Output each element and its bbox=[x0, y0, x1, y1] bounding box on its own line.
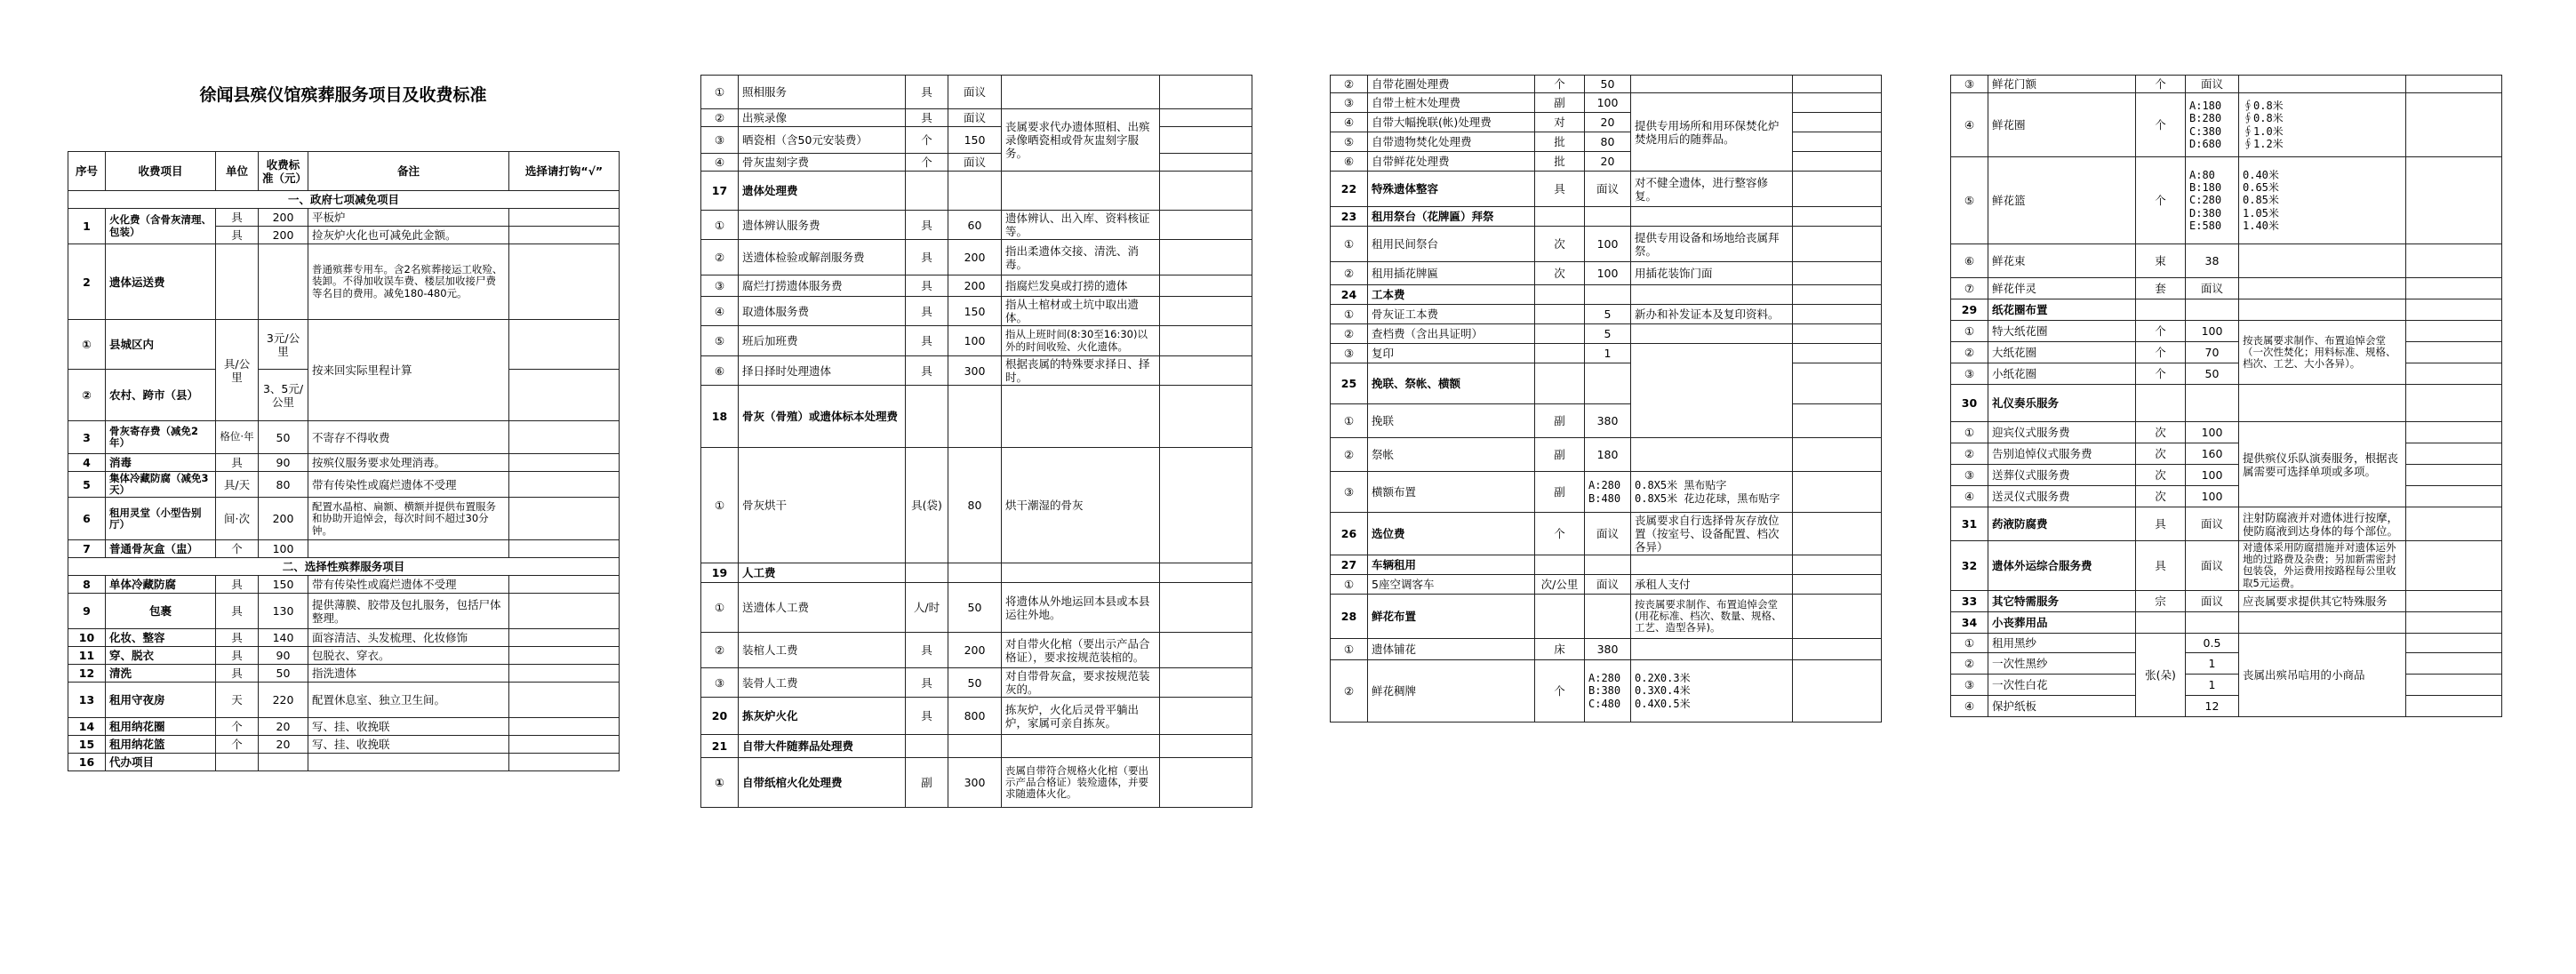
check-cell[interactable] bbox=[1160, 563, 1252, 583]
check-cell[interactable] bbox=[509, 665, 620, 683]
check-cell[interactable] bbox=[1793, 472, 1882, 513]
header-price: 收费标准（元） bbox=[259, 152, 308, 191]
check-cell[interactable] bbox=[2406, 321, 2502, 342]
table-row: ② 装棺人工费 具 200 对自带火化棺（要出示产品合格证），要求按规范装棺的。 bbox=[701, 633, 1252, 668]
table-row: ⑤ 鲜花篮 个 A:80 B:180 C:280 D:380 E:580 0.40米 0.65米 0.85米 1.05米 1.40米 bbox=[1951, 157, 2502, 244]
table-row: ① 骨灰烘干 具(袋) 80 烘干潮湿的骨灰 bbox=[701, 448, 1252, 563]
check-cell[interactable] bbox=[2406, 633, 2502, 652]
check-cell[interactable] bbox=[509, 209, 620, 227]
table-row: ② 鲜花稠牌 个 A:280 B:380 C:480 0.2X0.3米 0.3X0.4米 0.4X0.5米 bbox=[1331, 660, 1882, 723]
check-cell[interactable] bbox=[509, 754, 620, 771]
check-cell[interactable] bbox=[1160, 583, 1252, 633]
check-cell[interactable] bbox=[2406, 590, 2502, 611]
check-cell[interactable] bbox=[509, 540, 620, 558]
table-row: ③ 一次性白花 1 bbox=[1951, 674, 2502, 695]
check-cell[interactable] bbox=[2406, 652, 2502, 674]
table-row: ⑥ 自带鲜花处理费 批 20 bbox=[1331, 152, 1882, 172]
table-row: 16 代办项目 bbox=[68, 754, 620, 771]
table-row: ⑥ 择日择时处理遗体 具 300 根据丧属的特殊要求择日、择时。 bbox=[701, 356, 1252, 386]
check-cell[interactable] bbox=[2406, 695, 2502, 716]
table-row: ② 查档费（含出具证明） 5 bbox=[1331, 324, 1882, 344]
table-row: ③ 复印 1 bbox=[1331, 344, 1882, 363]
header-item: 收费项目 bbox=[106, 152, 216, 191]
check-cell[interactable] bbox=[1160, 109, 1252, 127]
table-row: ② 一次性黑纱 1 bbox=[1951, 652, 2502, 674]
check-cell[interactable] bbox=[1160, 386, 1252, 448]
table-row: ② 出殡录像 具 面议 丧属要求代办遗体照相、出殡录像晒瓷相或骨灰盅刻字服务。 bbox=[701, 109, 1252, 127]
table-row: ④ 自带大幅挽联(帐)处理费 对 20 bbox=[1331, 113, 1882, 132]
check-cell[interactable] bbox=[1793, 262, 1882, 285]
table-row: 15 租用纳花篮 个 20 写、挂、收挽联 bbox=[68, 736, 620, 754]
table-row: 6 租用灵堂（小型告别厅） 间·次 200 配置水晶棺、扁额、横额并提供布置服务和协助开追悼会，每次时间不超过30分钟。 bbox=[68, 498, 620, 540]
table-row: ③ 送葬仪式服务费 次 100 bbox=[1951, 465, 2502, 486]
table-row: 18 骨灰（骨殖）或遗体标本处理费 bbox=[701, 386, 1252, 448]
check-cell[interactable] bbox=[1793, 555, 1882, 575]
check-cell[interactable] bbox=[1793, 660, 1882, 723]
check-cell[interactable] bbox=[1160, 297, 1252, 326]
table-row: ④ 送灵仪式服务费 次 100 bbox=[1951, 486, 2502, 507]
table-row: 7 普通骨灰盒（盅） 个 100 bbox=[68, 540, 620, 558]
check-cell[interactable] bbox=[1793, 344, 1882, 363]
check-cell[interactable] bbox=[1160, 356, 1252, 386]
check-cell[interactable] bbox=[2406, 363, 2502, 385]
check-cell[interactable] bbox=[2406, 486, 2502, 507]
table-row: ⑤ 自带遗物焚化处理费 批 80 bbox=[1331, 132, 1882, 152]
check-cell[interactable] bbox=[1793, 207, 1882, 227]
table-row: ③ 鲜花门额 个 面议 bbox=[1951, 76, 2502, 93]
check-cell[interactable] bbox=[1793, 639, 1882, 660]
header-unit: 单位 bbox=[216, 152, 259, 191]
check-cell[interactable] bbox=[1793, 285, 1882, 305]
check-cell[interactable] bbox=[1793, 404, 1882, 438]
check-cell[interactable] bbox=[509, 454, 620, 472]
check-cell[interactable] bbox=[1793, 305, 1882, 324]
check-cell[interactable] bbox=[1160, 172, 1252, 211]
check-cell[interactable] bbox=[1793, 438, 1882, 472]
table-row: ③ 装骨人工费 具 50 对自带骨灰盒，要求按规范装灰的。 bbox=[701, 668, 1252, 698]
table-row: ① 特大纸花圈 个 100 按丧属要求制作、布置追悼会堂（一次性焚化；用料标准、规格、档次、工艺、大小各异）。 bbox=[1951, 321, 2502, 342]
check-cell[interactable] bbox=[1160, 633, 1252, 668]
check-cell[interactable] bbox=[1160, 448, 1252, 563]
check-cell[interactable] bbox=[509, 594, 620, 629]
section-row: 二、选择性殡葬服务项目 bbox=[68, 558, 620, 576]
check-cell[interactable] bbox=[1160, 735, 1252, 758]
fee-table-page-2 bbox=[700, 75, 1252, 808]
table-row: 14 租用纳花圈 个 20 写、挂、收挽联 bbox=[68, 718, 620, 736]
check-cell[interactable] bbox=[2406, 76, 2502, 93]
check-cell[interactable] bbox=[1793, 76, 1882, 93]
check-cell[interactable] bbox=[2406, 385, 2502, 422]
header-note: 备注 bbox=[308, 152, 509, 191]
table-row: 2 遗体运送费 普通殡葬专用车。含2名殡葬接运工收殓、装卸。不得加收误车费、楼层加收接尸费等名目的费用。减免180-480元。 bbox=[68, 244, 620, 320]
table-row: 22 特殊遗体整容 具 面议 对不健全遗体，进行整容修复。 bbox=[1331, 172, 1882, 207]
table-row: 23 租用祭台（花牌匾）拜祭 bbox=[1331, 207, 1882, 227]
table-row: 5 集体冷藏防腐（减免3天） 具/天 80 带有传染性或腐烂遗体不受理 bbox=[68, 472, 620, 498]
table-row: 24 工本费 bbox=[1331, 285, 1882, 305]
table-row: 21 自带大件随葬品处理费 bbox=[701, 735, 1252, 758]
check-cell[interactable] bbox=[1793, 363, 1882, 404]
table-row: ① 遗体铺花 床 380 bbox=[1331, 639, 1882, 660]
table-row: ③ 腐烂打捞遗体服务费 具 200 指腐烂发臭或打捞的遗体 bbox=[701, 275, 1252, 297]
check-cell[interactable] bbox=[509, 683, 620, 718]
check-cell[interactable] bbox=[509, 244, 620, 320]
table-row: ⑤ 班后加班费 具 100 指从上班时间(8:30至16:30)以外的时间收殓、火化遗体。 bbox=[701, 326, 1252, 356]
table-row: 4 消毒 具 90 按殡仪服务要求处理消毒。 bbox=[68, 454, 620, 472]
check-cell[interactable] bbox=[2406, 93, 2502, 157]
check-cell[interactable] bbox=[2406, 507, 2502, 541]
check-cell[interactable] bbox=[1160, 240, 1252, 275]
table-row: ① 县城区内 具/公里 3元/公里 按来回实际里程计算 bbox=[68, 320, 620, 370]
table-row: 20 拣灰炉火化 具 800 拣灰炉，火化后灵骨平躺出炉，家属可亲自拣灰。 bbox=[701, 698, 1252, 735]
table-row: ② 大纸花圈 个 70 bbox=[1951, 342, 2502, 363]
table-row: ⑦ 鲜花伴灵 套 面议 bbox=[1951, 278, 2502, 299]
check-cell[interactable] bbox=[1793, 513, 1882, 555]
table-row: ④ 骨灰盅刻字费 个 面议 bbox=[701, 154, 1252, 172]
table-row: 32 遗体外运综合服务费 具 面议 对遗体采用防腐措施并对遗体运外地的过路费及杂费；另加新需密封包装袋，外运费用按路程每公里收取5元运费。 bbox=[1951, 541, 2502, 591]
table-row: 34 小丧葬用品 bbox=[1951, 611, 2502, 633]
check-cell[interactable] bbox=[1793, 93, 1882, 113]
check-cell[interactable] bbox=[2406, 674, 2502, 695]
table-row: ① 租用民间祭台 次 100 提供专用设备和场地给丧属拜祭。 bbox=[1331, 227, 1882, 262]
check-cell[interactable] bbox=[1793, 152, 1882, 172]
check-cell[interactable] bbox=[509, 718, 620, 736]
check-cell[interactable] bbox=[509, 320, 620, 370]
table-row: 13 租用守夜房 天 220 配置休息室、独立卫生间。 bbox=[68, 683, 620, 718]
table-row: 26 选位费 个 面议 丧属要求自行选择骨灰存放位置（按室号、设备配置、档次各异） bbox=[1331, 513, 1882, 555]
table-row: ② 租用插花牌匾 次 100 用插花装饰门面 bbox=[1331, 262, 1882, 285]
header-no: 序号 bbox=[68, 152, 106, 191]
check-cell[interactable] bbox=[2406, 443, 2502, 465]
check-cell[interactable] bbox=[1160, 758, 1252, 808]
fee-table-page-4 bbox=[1950, 75, 2502, 717]
table-row: ① 骨灰证工本费 5 新办和补发证本及复印资料。 bbox=[1331, 305, 1882, 324]
check-cell[interactable] bbox=[1793, 113, 1882, 132]
check-cell[interactable] bbox=[1160, 698, 1252, 735]
table-row: ① 送遗体人工费 人/时 50 将遗体从外地运回本县或本县运往外地。 bbox=[701, 583, 1252, 633]
check-cell[interactable] bbox=[509, 647, 620, 665]
table-row: 31 药液防腐费 具 面议 注射防腐液并对遗体进行按摩，使防腐液到达身体的每个部位。 bbox=[1951, 507, 2502, 541]
check-cell[interactable] bbox=[509, 498, 620, 540]
table-row: ④ 保护纸板 12 bbox=[1951, 695, 2502, 716]
table-row: ④ 鲜花圈 个 A:180 B:280 C:380 D:680 ∮0.8米 ∮0.8米 ∮1.0米 ∮1.2米 bbox=[1951, 93, 2502, 157]
table-row: ④ 取遗体服务费 具 150 指从土棺材或土坑中取出遗体。 bbox=[701, 297, 1252, 326]
check-cell[interactable] bbox=[2406, 422, 2502, 443]
check-cell[interactable] bbox=[1793, 172, 1882, 207]
table-row: ① 挽联 副 380 bbox=[1331, 404, 1882, 438]
check-cell[interactable] bbox=[1160, 127, 1252, 154]
table-row: 27 车辆租用 bbox=[1331, 555, 1882, 575]
table-row: ① 租用黑纱 张(朵) 0.5 丧属出殡吊唁用的小商品 bbox=[1951, 633, 2502, 652]
check-cell[interactable] bbox=[1793, 595, 1882, 639]
check-cell[interactable] bbox=[509, 227, 620, 244]
check-cell[interactable] bbox=[2406, 465, 2502, 486]
table-row: 25 挽联、祭帐、横额 bbox=[1331, 363, 1882, 404]
check-cell[interactable] bbox=[2406, 244, 2502, 278]
check-cell[interactable] bbox=[509, 370, 620, 421]
table-row: 1 火化费（含骨灰清理、包装） 具 200 平板炉 bbox=[68, 209, 620, 227]
check-cell[interactable] bbox=[2406, 157, 2502, 244]
table-row: ③ 自带土桩木处理费 副 100 提供专用场所和用环保焚化炉焚烧用后的随葬品。 bbox=[1331, 93, 1882, 113]
table-row: 33 其它特需服务 宗 面议 应丧属要求提供其它特殊服务 bbox=[1951, 590, 2502, 611]
table-row: 12 清洗 具 50 指洗遗体 bbox=[68, 665, 620, 683]
table-row: ① 照相服务 具 面议 bbox=[701, 76, 1252, 109]
check-cell[interactable] bbox=[1793, 227, 1882, 262]
table-row: ① 遗体辨认服务费 具 60 遗体辨认、出入库、资料核证等。 bbox=[701, 211, 1252, 240]
check-cell[interactable] bbox=[1160, 154, 1252, 172]
table-header-row bbox=[68, 152, 620, 191]
check-cell[interactable] bbox=[1160, 76, 1252, 109]
table-row: ② 祭帐 副 180 bbox=[1331, 438, 1882, 472]
check-cell[interactable] bbox=[1160, 275, 1252, 297]
table-row: ② 农村、跨市（县） 3、5元/公里 bbox=[68, 370, 620, 421]
table-row: 具 200 捡灰炉火化也可减免此金额。 bbox=[68, 227, 620, 244]
table-row: 9 包裹 具 130 提供薄膜、胶带及包扎服务，包括尸体整理。 bbox=[68, 594, 620, 629]
table-row: 3 骨灰寄存费（减免2年） 格位·年 50 不寄存不得收费 bbox=[68, 421, 620, 454]
table-row: ③ 小纸花圈 个 50 bbox=[1951, 363, 2502, 385]
table-row: 29 纸花圈布置 bbox=[1951, 299, 2502, 321]
check-cell[interactable] bbox=[1160, 326, 1252, 356]
check-cell[interactable] bbox=[1793, 132, 1882, 152]
table-row: 28 鲜花布置 按丧属要求制作、布置追悼会堂(用花标准、档次、数量、规格、工艺、造型各异)。 bbox=[1331, 595, 1882, 639]
table-row: ② 自带花圈处理费 个 50 bbox=[1331, 76, 1882, 93]
fee-table-page-1 bbox=[68, 151, 620, 771]
table-row: 8 单体冷藏防腐 具 150 带有传染性或腐烂遗体不受理 bbox=[68, 576, 620, 594]
fee-table-page-3 bbox=[1330, 75, 1882, 723]
page-title: 徐闻县殡仪馆殡葬服务项目及收费标准 bbox=[199, 85, 487, 105]
check-cell[interactable] bbox=[2406, 611, 2502, 633]
check-cell[interactable] bbox=[509, 472, 620, 498]
check-cell[interactable] bbox=[509, 421, 620, 454]
table-row: 17 遗体处理费 bbox=[701, 172, 1252, 211]
check-cell[interactable] bbox=[2406, 541, 2502, 591]
section-row: 一、政府七项减免项目 bbox=[68, 191, 620, 209]
table-row: ⑥ 鲜花束 束 38 bbox=[1951, 244, 2502, 278]
check-cell[interactable] bbox=[1793, 575, 1882, 595]
table-row: 10 化妆、整容 具 140 面容清洁、头发梳理、化妆修饰 bbox=[68, 629, 620, 647]
table-row: ① 5座空调客车 次/公里 面议 承租人支付 bbox=[1331, 575, 1882, 595]
check-cell[interactable] bbox=[509, 576, 620, 594]
table-row: 30 礼仪奏乐服务 bbox=[1951, 385, 2502, 422]
table-row: ② 送遗体检验或解剖服务费 具 200 指出柔遗体交接、清洗、消毒。 bbox=[701, 240, 1252, 275]
table-row: ① 迎宾仪式服务费 次 100 提供殡仪乐队演奏服务，根据丧属需要可选择单项或多项。 bbox=[1951, 422, 2502, 443]
table-row: ① 自带纸棺火化处理费 副 300 丧属自带符合规格火化棺（要出示产品合格证）装殓遗体，并要求随遗体火化。 bbox=[701, 758, 1252, 808]
check-cell[interactable] bbox=[1160, 668, 1252, 698]
check-cell[interactable] bbox=[1160, 211, 1252, 240]
table-row: ③ 横额布置 副 A:280 B:480 0.8X5米 黑布贴字 0.8X5米 花边花球，黑布贴字 bbox=[1331, 472, 1882, 513]
table-row: 19 人工费 bbox=[701, 563, 1252, 583]
check-cell[interactable] bbox=[509, 736, 620, 754]
table-row: ③ 晒瓷相（含50元安装费） 个 150 bbox=[701, 127, 1252, 154]
check-cell[interactable] bbox=[2406, 278, 2502, 299]
check-cell[interactable] bbox=[509, 629, 620, 647]
check-cell[interactable] bbox=[2406, 299, 2502, 321]
table-row: 11 穿、脱衣 具 90 包脱衣、穿衣。 bbox=[68, 647, 620, 665]
check-cell[interactable] bbox=[2406, 342, 2502, 363]
header-check: 选择请打钩“√” bbox=[509, 152, 620, 191]
table-row: ② 告别追悼仪式服务费 次 160 bbox=[1951, 443, 2502, 465]
check-cell[interactable] bbox=[1793, 324, 1882, 344]
